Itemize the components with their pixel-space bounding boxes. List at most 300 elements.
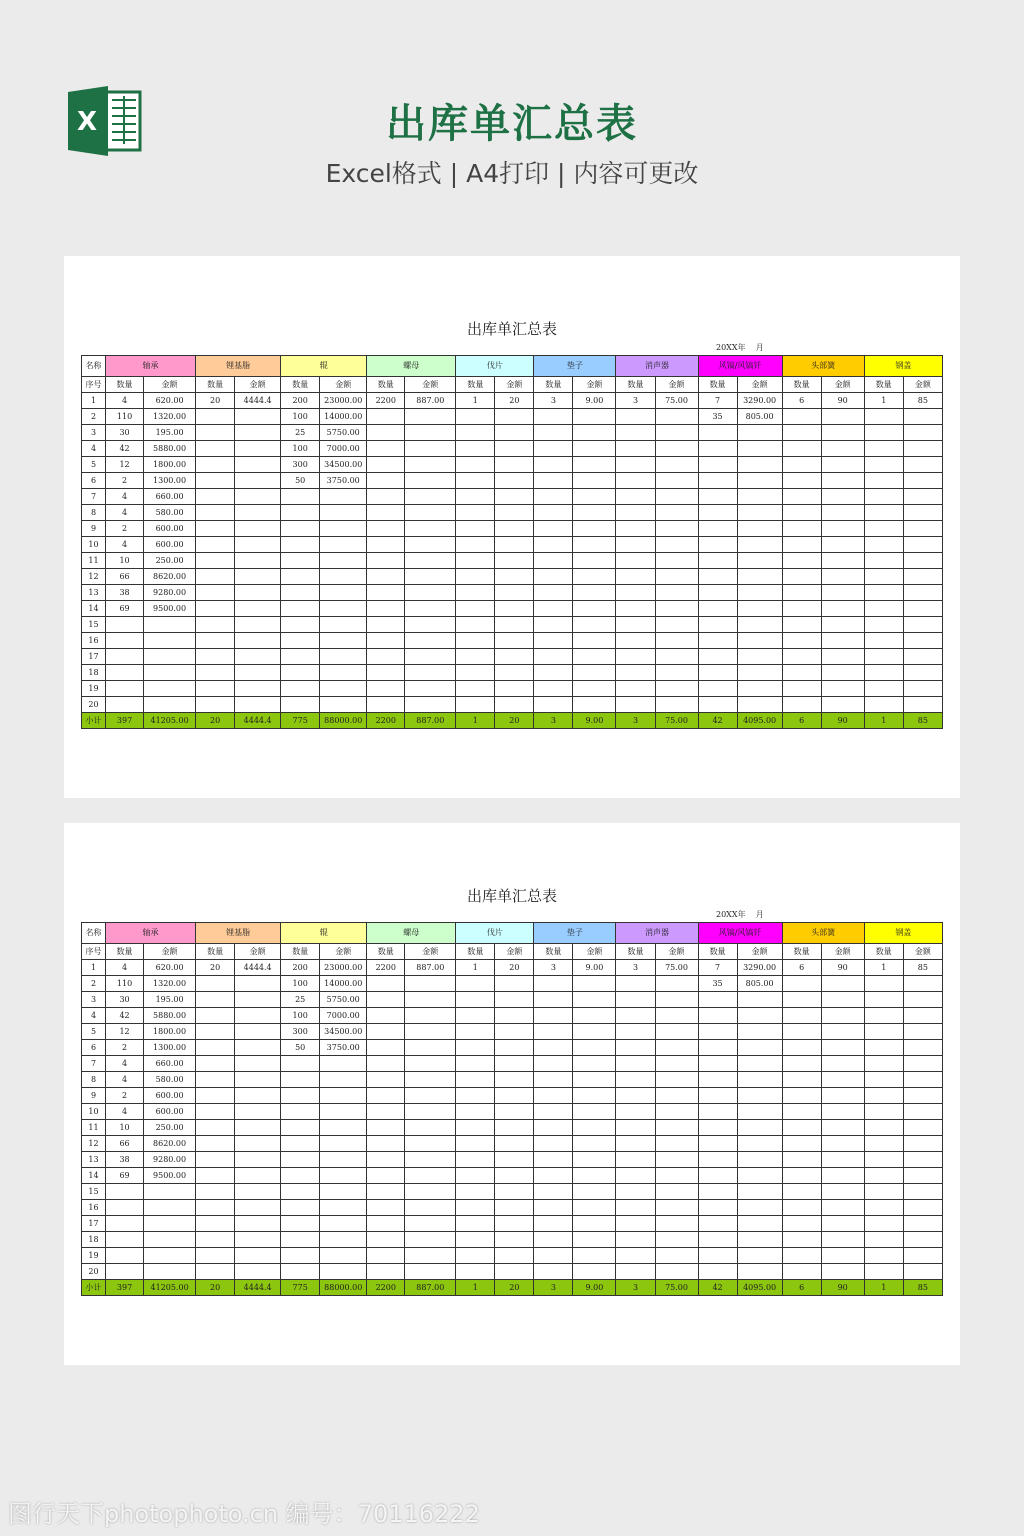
table-row xyxy=(82,393,943,409)
table-cell xyxy=(495,441,534,457)
table-cell xyxy=(698,1264,737,1280)
table-cell: 8 xyxy=(82,1072,106,1088)
table-cell xyxy=(903,569,942,585)
table-cell xyxy=(320,553,367,569)
table-cell: 14000.00 xyxy=(320,409,367,425)
table-cell xyxy=(405,1168,456,1184)
table-cell: 600.00 xyxy=(144,1088,196,1104)
table-cell xyxy=(196,1200,235,1216)
table-cell xyxy=(495,1168,534,1184)
table-cell xyxy=(616,1120,655,1136)
table-cell xyxy=(821,617,864,633)
table-cell xyxy=(367,1184,405,1200)
table-cell xyxy=(534,1104,573,1120)
table-cell xyxy=(281,1200,320,1216)
table-cell xyxy=(616,1248,655,1264)
table-cell xyxy=(821,1120,864,1136)
table-cell: 23000.00 xyxy=(320,960,367,976)
table-cell xyxy=(320,1104,367,1120)
table-cell xyxy=(235,473,281,489)
table-cell: 85 xyxy=(903,393,942,409)
table-cell xyxy=(698,1200,737,1216)
amount-header: 金额 xyxy=(235,377,281,393)
table-cell: 100 xyxy=(281,441,320,457)
table-cell xyxy=(737,601,782,617)
table-cell xyxy=(405,1040,456,1056)
table-cell xyxy=(281,665,320,681)
table-row xyxy=(82,992,943,1008)
table-cell xyxy=(573,1216,616,1232)
table-cell xyxy=(655,1008,698,1024)
table-cell xyxy=(196,1184,235,1200)
table-cell: 200 xyxy=(281,393,320,409)
table-cell xyxy=(320,697,367,713)
table-cell: 4 xyxy=(106,1056,144,1072)
table-cell xyxy=(616,1232,655,1248)
table-cell: 10 xyxy=(106,1120,144,1136)
table-cell xyxy=(655,441,698,457)
table-cell: 580.00 xyxy=(144,505,196,521)
table-cell: 2 xyxy=(106,473,144,489)
table-cell xyxy=(821,473,864,489)
total-cell: 41205.00 xyxy=(144,713,196,729)
table-row xyxy=(82,681,943,697)
table-cell: 13 xyxy=(82,1152,106,1168)
table-cell xyxy=(320,1120,367,1136)
table-cell xyxy=(616,489,655,505)
qty-header: 数量 xyxy=(616,944,655,960)
table-cell xyxy=(903,649,942,665)
table-cell xyxy=(405,681,456,697)
table-cell xyxy=(495,1072,534,1088)
qty-header: 数量 xyxy=(196,944,235,960)
table-cell xyxy=(737,1088,782,1104)
table-cell xyxy=(320,1168,367,1184)
table-cell xyxy=(655,1136,698,1152)
table-cell xyxy=(281,681,320,697)
table-cell xyxy=(782,649,821,665)
table-cell xyxy=(106,649,144,665)
table-cell xyxy=(144,1184,196,1200)
table-cell: 38 xyxy=(106,1152,144,1168)
table-row xyxy=(82,569,943,585)
table-cell xyxy=(495,1088,534,1104)
table-cell xyxy=(495,473,534,489)
table-cell: 3290.00 xyxy=(737,393,782,409)
table-cell xyxy=(573,1168,616,1184)
table-cell xyxy=(655,1232,698,1248)
table-cell xyxy=(698,1056,737,1072)
amount-header: 金额 xyxy=(495,377,534,393)
table-cell xyxy=(281,1264,320,1280)
table-cell xyxy=(235,1264,281,1280)
table-cell xyxy=(573,601,616,617)
table-cell xyxy=(196,537,235,553)
table-cell xyxy=(320,1056,367,1072)
table-cell xyxy=(320,665,367,681)
table-cell xyxy=(235,1216,281,1232)
table-cell xyxy=(782,633,821,649)
table-cell xyxy=(573,1200,616,1216)
table-cell xyxy=(903,1248,942,1264)
table-cell xyxy=(405,1200,456,1216)
table-cell xyxy=(782,1088,821,1104)
table-cell xyxy=(196,569,235,585)
table-cell xyxy=(821,489,864,505)
table-cell xyxy=(405,1008,456,1024)
table-cell xyxy=(405,489,456,505)
table-cell xyxy=(821,425,864,441)
table-cell: 10 xyxy=(82,1104,106,1120)
table-cell xyxy=(698,617,737,633)
table-cell xyxy=(782,617,821,633)
table-row xyxy=(82,1008,943,1024)
table-cell xyxy=(655,489,698,505)
amount-header: 金额 xyxy=(903,377,942,393)
table-cell xyxy=(235,553,281,569)
table-cell xyxy=(698,1184,737,1200)
table-cell: 2200 xyxy=(367,393,405,409)
table-cell xyxy=(456,1072,495,1088)
table-cell xyxy=(864,1200,903,1216)
table-cell xyxy=(456,569,495,585)
table-cell xyxy=(235,1040,281,1056)
table-cell: 6 xyxy=(82,473,106,489)
total-cell: 75.00 xyxy=(655,713,698,729)
table-cell xyxy=(903,976,942,992)
table-cell xyxy=(903,1152,942,1168)
table-cell xyxy=(698,1232,737,1248)
table-cell xyxy=(281,489,320,505)
table-cell xyxy=(737,537,782,553)
table-cell xyxy=(281,1120,320,1136)
table-cell xyxy=(367,1008,405,1024)
category-header: 消声器 xyxy=(616,356,698,377)
table-cell xyxy=(405,697,456,713)
qty-header: 数量 xyxy=(534,944,573,960)
name-label: 名称 xyxy=(82,923,106,944)
table-cell: 4 xyxy=(106,489,144,505)
table-row xyxy=(82,505,943,521)
sheet-date: 20XX年 月 xyxy=(716,343,764,352)
table-cell xyxy=(737,697,782,713)
table-cell xyxy=(495,537,534,553)
table-cell: 2 xyxy=(106,1088,144,1104)
table-cell: 10 xyxy=(82,537,106,553)
table-cell xyxy=(367,633,405,649)
table-cell xyxy=(367,1248,405,1264)
table-cell xyxy=(655,1024,698,1040)
table-cell xyxy=(281,1056,320,1072)
total-cell: 20 xyxy=(196,1280,235,1296)
table-cell xyxy=(737,1120,782,1136)
table-cell xyxy=(456,633,495,649)
table-cell xyxy=(698,1088,737,1104)
table-cell xyxy=(495,1152,534,1168)
table-cell xyxy=(573,521,616,537)
total-label: 小计 xyxy=(82,1280,106,1296)
table-cell xyxy=(456,1104,495,1120)
table-row xyxy=(82,1088,943,1104)
table-cell xyxy=(573,1072,616,1088)
table-cell xyxy=(534,1152,573,1168)
table-cell xyxy=(534,521,573,537)
table-cell xyxy=(320,521,367,537)
table-cell: 1320.00 xyxy=(144,976,196,992)
page-subtitle: Excel格式 | A4打印 | 内容可更改 xyxy=(325,159,699,188)
table-cell xyxy=(534,1168,573,1184)
table-cell xyxy=(196,1088,235,1104)
table-cell: 600.00 xyxy=(144,1104,196,1120)
table-cell xyxy=(367,537,405,553)
table-cell xyxy=(534,1056,573,1072)
table-cell xyxy=(534,1264,573,1280)
table-cell: 3 xyxy=(616,393,655,409)
table-cell xyxy=(864,633,903,649)
table-cell: 3 xyxy=(82,425,106,441)
table-cell xyxy=(782,553,821,569)
table-cell: 887.00 xyxy=(405,393,456,409)
table-cell: 9.00 xyxy=(573,393,616,409)
table-row xyxy=(82,409,943,425)
table-cell xyxy=(864,1216,903,1232)
table-cell xyxy=(405,1248,456,1264)
table-cell xyxy=(144,1248,196,1264)
total-cell: 4444.4 xyxy=(235,713,281,729)
table-cell xyxy=(405,1056,456,1072)
table-cell xyxy=(367,697,405,713)
table-cell xyxy=(655,633,698,649)
table-cell xyxy=(534,992,573,1008)
table-cell xyxy=(864,1168,903,1184)
table-cell xyxy=(281,537,320,553)
table-cell xyxy=(367,992,405,1008)
table-cell xyxy=(616,1072,655,1088)
table-cell xyxy=(534,585,573,601)
table-cell xyxy=(456,457,495,473)
table-cell: 9 xyxy=(82,521,106,537)
total-cell: 4444.4 xyxy=(235,1280,281,1296)
table-cell xyxy=(903,537,942,553)
total-cell: 6 xyxy=(782,713,821,729)
table-cell xyxy=(456,1216,495,1232)
table-cell xyxy=(196,1168,235,1184)
table-cell xyxy=(534,1120,573,1136)
table-cell xyxy=(106,633,144,649)
total-cell: 1 xyxy=(864,1280,903,1296)
table-cell xyxy=(616,633,655,649)
category-header: 螺母 xyxy=(367,356,456,377)
total-label: 小计 xyxy=(82,713,106,729)
table-cell xyxy=(864,1152,903,1168)
table-cell xyxy=(235,409,281,425)
table-cell xyxy=(106,665,144,681)
table-cell xyxy=(782,569,821,585)
table-cell: 19 xyxy=(82,681,106,697)
table-cell xyxy=(782,1264,821,1280)
amount-header: 金额 xyxy=(144,944,196,960)
table-cell xyxy=(903,1104,942,1120)
table-cell: 75.00 xyxy=(655,960,698,976)
table-cell xyxy=(573,1232,616,1248)
table-cell: 580.00 xyxy=(144,1072,196,1088)
table-cell xyxy=(534,697,573,713)
table-cell: 6 xyxy=(782,960,821,976)
table-cell xyxy=(495,569,534,585)
table-cell xyxy=(235,681,281,697)
table-cell xyxy=(320,1248,367,1264)
table-cell xyxy=(534,409,573,425)
table-cell xyxy=(737,681,782,697)
table-cell xyxy=(616,537,655,553)
table-cell xyxy=(655,569,698,585)
table-row xyxy=(82,649,943,665)
table-cell xyxy=(864,537,903,553)
table-cell xyxy=(235,1136,281,1152)
total-cell: 88000.00 xyxy=(320,713,367,729)
table-cell xyxy=(106,697,144,713)
table-cell xyxy=(235,665,281,681)
category-header: 消声器 xyxy=(616,923,698,944)
table-cell xyxy=(320,505,367,521)
table-cell: 2 xyxy=(82,976,106,992)
table-cell: 18 xyxy=(82,665,106,681)
table-cell xyxy=(235,457,281,473)
table-cell xyxy=(864,553,903,569)
table-cell xyxy=(534,1040,573,1056)
table-cell xyxy=(367,665,405,681)
table-cell xyxy=(655,1216,698,1232)
category-header: 头部簧 xyxy=(782,356,864,377)
table-cell xyxy=(864,617,903,633)
table-cell: 620.00 xyxy=(144,393,196,409)
table-cell xyxy=(655,1168,698,1184)
table-row xyxy=(82,601,943,617)
table-cell xyxy=(456,1008,495,1024)
table-cell xyxy=(782,521,821,537)
table-cell xyxy=(281,1216,320,1232)
table-cell xyxy=(864,1072,903,1088)
summary-table xyxy=(81,922,943,1296)
sheet-preview-2 xyxy=(64,823,960,1365)
total-cell: 3 xyxy=(534,1280,573,1296)
table-cell xyxy=(573,489,616,505)
table-cell xyxy=(405,585,456,601)
table-cell xyxy=(782,1184,821,1200)
table-row xyxy=(82,1184,943,1200)
table-row xyxy=(82,1104,943,1120)
amount-header: 金额 xyxy=(405,944,456,960)
table-cell xyxy=(655,521,698,537)
table-cell xyxy=(495,457,534,473)
table-cell xyxy=(821,1232,864,1248)
table-cell xyxy=(698,521,737,537)
table-cell xyxy=(320,1232,367,1248)
table-cell xyxy=(737,425,782,441)
table-cell: 14 xyxy=(82,1168,106,1184)
table-cell xyxy=(616,1008,655,1024)
table-cell: 3750.00 xyxy=(320,473,367,489)
table-cell xyxy=(698,649,737,665)
table-cell xyxy=(782,1200,821,1216)
category-header: 头部簧 xyxy=(782,923,864,944)
amount-header: 金额 xyxy=(903,944,942,960)
table-cell: 66 xyxy=(106,569,144,585)
table-cell xyxy=(534,441,573,457)
table-cell: 1 xyxy=(864,393,903,409)
table-cell xyxy=(196,681,235,697)
table-cell xyxy=(864,1184,903,1200)
table-cell xyxy=(616,1184,655,1200)
table-cell: 14000.00 xyxy=(320,976,367,992)
sheet-preview-1 xyxy=(64,256,960,798)
qty-header: 数量 xyxy=(281,944,320,960)
table-cell xyxy=(821,633,864,649)
table-cell xyxy=(737,473,782,489)
table-cell xyxy=(782,457,821,473)
table-cell xyxy=(698,633,737,649)
table-cell xyxy=(616,1136,655,1152)
table-cell xyxy=(106,1264,144,1280)
table-cell xyxy=(782,1072,821,1088)
table-cell xyxy=(655,1088,698,1104)
table-cell xyxy=(737,553,782,569)
table-cell xyxy=(737,633,782,649)
table-cell xyxy=(456,473,495,489)
table-cell xyxy=(495,409,534,425)
amount-header: 金额 xyxy=(655,377,698,393)
total-cell: 9.00 xyxy=(573,1280,616,1296)
table-cell xyxy=(534,569,573,585)
table-cell: 4 xyxy=(106,393,144,409)
table-cell xyxy=(782,665,821,681)
table-cell xyxy=(196,441,235,457)
table-cell xyxy=(698,681,737,697)
table-cell xyxy=(903,1008,942,1024)
table-cell: 38 xyxy=(106,585,144,601)
table-cell xyxy=(534,1136,573,1152)
total-cell: 20 xyxy=(495,1280,534,1296)
qty-header: 数量 xyxy=(106,944,144,960)
table-cell xyxy=(495,1056,534,1072)
table-cell xyxy=(821,505,864,521)
table-cell xyxy=(495,1040,534,1056)
table-cell: 66 xyxy=(106,1136,144,1152)
table-cell xyxy=(864,697,903,713)
table-cell xyxy=(698,425,737,441)
table-cell xyxy=(235,521,281,537)
total-cell: 85 xyxy=(903,1280,942,1296)
table-row xyxy=(82,1264,943,1280)
table-cell: 50 xyxy=(281,473,320,489)
total-row xyxy=(82,713,943,729)
table-cell xyxy=(235,569,281,585)
table-cell xyxy=(737,489,782,505)
table-cell xyxy=(782,1040,821,1056)
table-cell xyxy=(864,585,903,601)
table-cell xyxy=(864,1136,903,1152)
table-cell xyxy=(616,505,655,521)
table-cell: 14 xyxy=(82,601,106,617)
table-cell xyxy=(864,473,903,489)
table-cell: 90 xyxy=(821,960,864,976)
table-cell: 1320.00 xyxy=(144,409,196,425)
table-cell xyxy=(235,441,281,457)
table-cell xyxy=(367,1056,405,1072)
table-cell xyxy=(573,1152,616,1168)
table-cell xyxy=(534,489,573,505)
table-cell xyxy=(655,697,698,713)
